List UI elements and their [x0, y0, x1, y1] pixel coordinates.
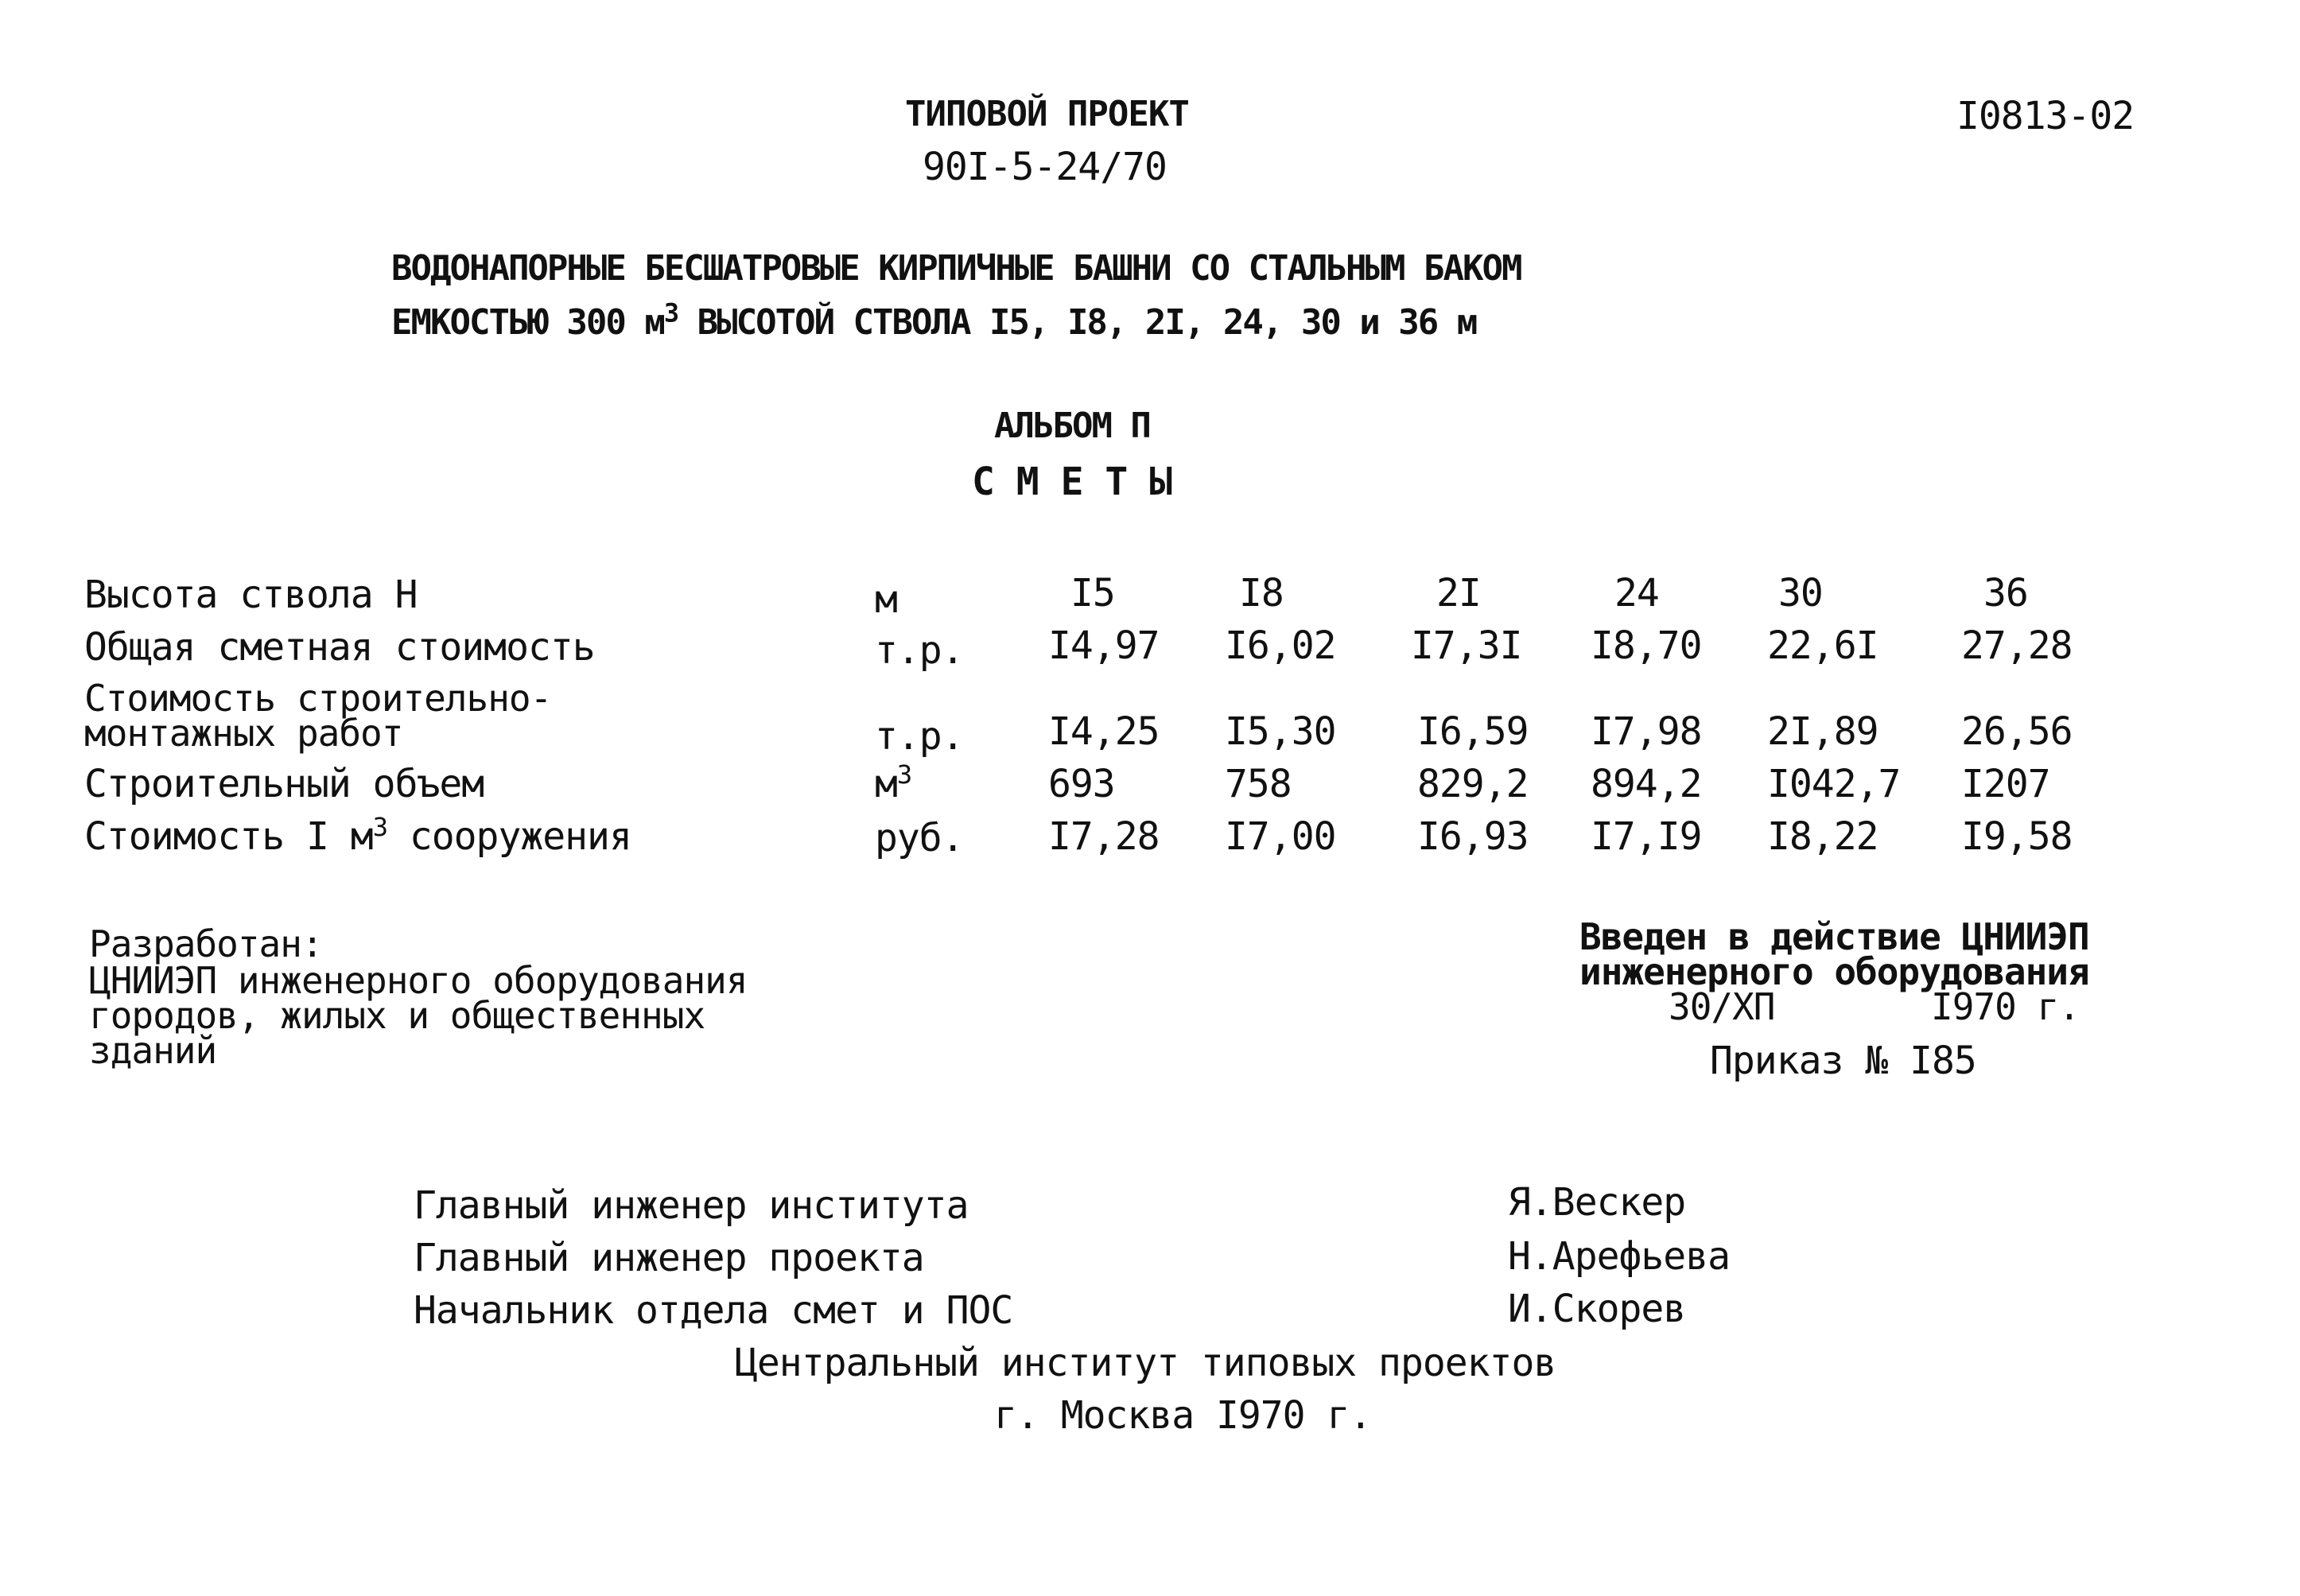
table-cell: 894,2 — [1591, 762, 1702, 806]
table-cell: 2I,89 — [1767, 709, 1878, 754]
project-type: ТИПОВОЙ ПРОЕКТ — [905, 94, 1189, 134]
table-cell: I9,58 — [1961, 814, 2073, 859]
signature-role: Главный инженер проекта — [414, 1236, 924, 1280]
title-line-1: ВОДОНАПОРНЫЕ БЕСШАТРОВЫЕ КИРПИЧНЫЕ БАШНИ СО СТАЛЬНЫМ БАКОМ — [391, 248, 1521, 289]
enacted-date: 30/ХП — [1669, 985, 1775, 1028]
row-label: Стоимость I $м^3$ сооружения — [84, 812, 631, 859]
row-unit: м — [875, 577, 897, 622]
signature-name: Н.Арефьева — [1508, 1234, 1730, 1279]
developed-line-1: ЦНИИЭП инженерного оборудования — [89, 959, 748, 1002]
table-cell: I8,70 — [1591, 623, 1702, 668]
enacted-year: I970 г. — [1931, 985, 2080, 1028]
developed-label: Разработан: — [89, 922, 323, 965]
title-line-2: ЕМКОСТЬЮ 300 $м^3$ ВЫСОТОЙ СТВОЛА I5, I8, 2I, 24, 30 и 36 м — [391, 297, 1477, 343]
row-label: Строительный объем — [84, 762, 484, 806]
table-cell: 26,56 — [1961, 709, 2073, 754]
enacted-line-1: Введен в действие ЦНИИЭП — [1579, 915, 2089, 958]
table-cell: 2I — [1436, 571, 1481, 615]
doc-code: I0813-02 — [1956, 94, 2135, 138]
table-cell: 829,2 — [1417, 762, 1529, 806]
footer-city: г. Москва I970 г. — [994, 1393, 1372, 1438]
table-cell: I8 — [1239, 571, 1284, 615]
order-number: Приказ № I85 — [1710, 1039, 1976, 1083]
signature-role: Начальник отдела смет и ПОС — [414, 1288, 1013, 1333]
table-cell: I7,98 — [1591, 709, 1702, 754]
table-cell: I6,93 — [1417, 814, 1529, 859]
table-cell: I6,02 — [1225, 623, 1336, 668]
project-number: 90I-5-24/70 — [923, 145, 1167, 189]
table-cell: 693 — [1048, 762, 1115, 806]
enacted-line-2: инженерного оборудования — [1579, 950, 2089, 993]
table-cell: 24 — [1614, 571, 1659, 615]
table-cell: I6,59 — [1417, 709, 1529, 754]
table-cell: 36 — [1983, 571, 2028, 615]
table-cell: I5,30 — [1225, 709, 1336, 754]
table-cell: 27,28 — [1961, 623, 2073, 668]
row-label-line-1: Стоимость строительно- — [84, 677, 552, 720]
footer-institute: Центральный институт типовых проектов — [735, 1341, 1556, 1385]
section-title: С М Е Т Ы — [972, 460, 1172, 504]
signature-name: И.Скорев — [1508, 1287, 1686, 1331]
row-unit: т.р. — [875, 628, 964, 673]
row-label: Высота ствола Н — [84, 573, 418, 617]
table-cell: I7,I9 — [1591, 814, 1702, 859]
signature-name: Я.Вескер — [1508, 1180, 1686, 1225]
row-label: Общая сметная стоимость — [84, 625, 595, 670]
table-cell: I7,00 — [1225, 814, 1336, 859]
table-cell: I207 — [1961, 762, 2050, 806]
table-cell: I4,25 — [1048, 709, 1160, 754]
table-cell: 758 — [1225, 762, 1292, 806]
developed-line-3: зданий — [89, 1029, 217, 1072]
row-label-line-2: монтажных работ — [84, 712, 403, 755]
developed-line-2: городов, жилых и общественных — [89, 994, 705, 1037]
table-cell: I7,28 — [1048, 814, 1160, 859]
table-cell: I7,3I — [1411, 623, 1522, 668]
table-cell: I8,22 — [1767, 814, 1878, 859]
row-unit: руб. — [875, 816, 964, 860]
row-unit: т.р. — [875, 714, 964, 759]
table-cell: I042,7 — [1767, 762, 1901, 806]
row-unit: $м^3$ — [875, 759, 912, 806]
album-title: АЛЬБОМ П — [994, 406, 1150, 446]
table-cell: I5 — [1070, 571, 1115, 615]
signature-role: Главный инженер института — [414, 1183, 969, 1228]
table-cell: 30 — [1778, 571, 1823, 615]
table-cell: I4,97 — [1048, 623, 1160, 668]
table-cell: 22,6I — [1767, 623, 1878, 668]
